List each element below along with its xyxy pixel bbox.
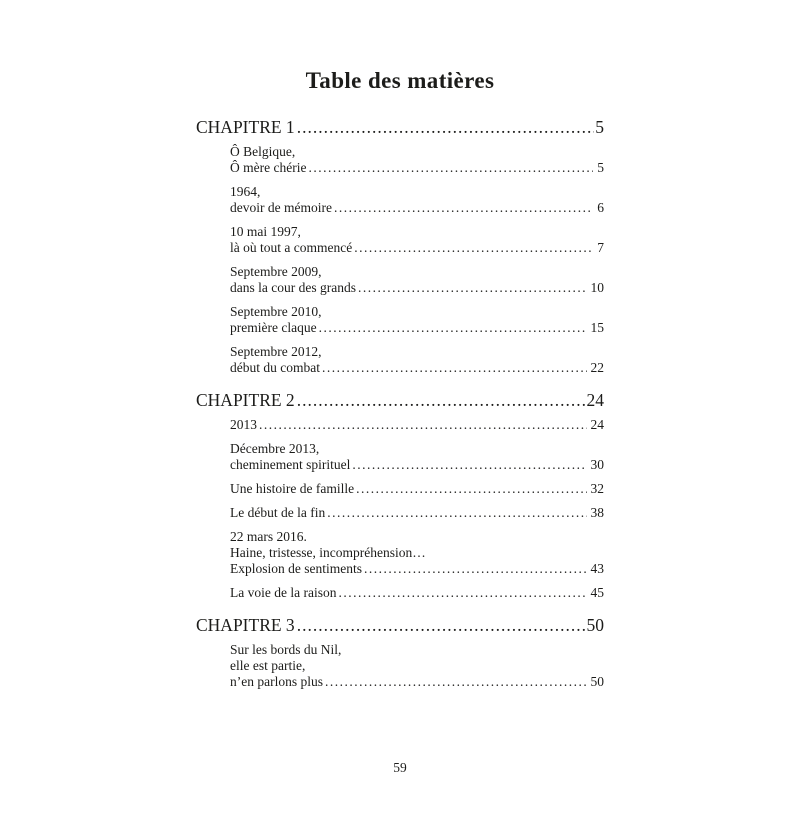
toc-entry-text: Septembre 2009,	[230, 264, 322, 280]
toc-entry-line	[230, 674, 604, 690]
page-title: Table des matières	[305, 68, 495, 94]
toc-entry-page: 32	[590, 481, 604, 497]
chapter-entries	[230, 642, 604, 690]
toc-entry-text: là où tout a commencé	[230, 240, 353, 256]
toc-chapter	[196, 389, 604, 601]
toc-entry	[230, 481, 604, 497]
toc-entry-line	[230, 642, 604, 658]
toc-entry-line	[230, 160, 604, 176]
dot-leader-icon	[322, 360, 587, 376]
toc-entry	[230, 184, 604, 216]
toc-entry-line	[230, 304, 604, 320]
toc	[196, 116, 604, 690]
dot-leader-icon	[308, 160, 593, 176]
dot-leader-icon	[352, 457, 586, 473]
toc-entry-text: Ô mère chérie	[230, 160, 307, 176]
toc-entry-line	[230, 561, 604, 577]
toc-entry-text: Explosion de sentiments	[230, 561, 362, 577]
toc-entry-line	[230, 441, 604, 457]
toc-entry-page: 45	[590, 585, 604, 601]
toc-entry-text: elle est partie,	[230, 658, 306, 674]
dot-leader-icon	[338, 585, 586, 601]
chapter-entries	[230, 417, 604, 601]
toc-entry-line	[230, 545, 604, 561]
dot-leader-icon	[325, 674, 587, 690]
toc-entry	[230, 144, 604, 176]
chapter-title: CHAPITRE 3	[196, 615, 295, 636]
toc-entry-page: 50	[590, 674, 604, 690]
dot-leader-icon	[297, 116, 595, 138]
toc-entry	[230, 304, 604, 336]
toc-entry-line	[230, 144, 604, 160]
toc-entry	[230, 224, 604, 256]
chapter-heading	[196, 389, 604, 411]
toc-entry	[230, 529, 604, 577]
chapter-heading	[196, 116, 604, 138]
dot-leader-icon	[297, 614, 586, 636]
toc-entry-text: Septembre 2012,	[230, 344, 322, 360]
dot-leader-icon	[259, 417, 587, 433]
toc-entry-text: Ô Belgique,	[230, 144, 296, 160]
toc-entry-line	[230, 529, 604, 545]
toc-entry-text: 22 mars 2016.	[230, 529, 307, 545]
toc-entry-line	[230, 280, 604, 296]
toc-entry-text: Le début de la fin	[230, 505, 326, 521]
dot-leader-icon	[354, 240, 593, 256]
toc-entry-text: début du combat	[230, 360, 320, 376]
toc-entry	[230, 344, 604, 376]
chapter-page-number: 5	[595, 117, 604, 138]
toc-entry-page: 24	[590, 417, 604, 433]
toc-entry	[230, 417, 604, 433]
toc-entry-line	[230, 240, 604, 256]
toc-entry-text: Septembre 2010,	[230, 304, 322, 320]
dot-leader-icon	[358, 280, 587, 296]
dot-leader-icon	[297, 389, 586, 411]
dot-leader-icon	[319, 320, 587, 336]
chapter-heading	[196, 614, 604, 636]
toc-entry	[230, 264, 604, 296]
toc-entry-page: 30	[590, 457, 604, 473]
toc-entry-line	[230, 360, 604, 376]
toc-entry-page: 38	[590, 505, 604, 521]
toc-entry-text: 10 mai 1997,	[230, 224, 301, 240]
dot-leader-icon	[334, 200, 593, 216]
toc-entry-text: dans la cour des grands	[230, 280, 356, 296]
toc-entry	[230, 585, 604, 601]
book-page	[0, 15, 800, 815]
dot-leader-icon	[356, 481, 586, 497]
toc-entry	[230, 642, 604, 690]
toc-entry-text: Haine, tristesse, incompréhension…	[230, 545, 426, 561]
chapter-title: CHAPITRE 2	[196, 390, 295, 411]
toc-entry-line	[230, 264, 604, 280]
toc-entry-line	[230, 658, 604, 674]
toc-entry-line	[230, 200, 604, 216]
toc-entry-text: Une histoire de famille	[230, 481, 355, 497]
toc-entry-text: première claque	[230, 320, 317, 336]
toc-entry-text: Sur les bords du Nil,	[230, 642, 342, 658]
toc-entry-page: 7	[597, 240, 604, 256]
toc-entry-line	[230, 344, 604, 360]
dot-leader-icon	[364, 561, 587, 577]
dot-leader-icon	[327, 505, 586, 521]
toc-entry-text: Décembre 2013,	[230, 441, 320, 457]
toc-entry-text: devoir de mémoire	[230, 200, 332, 216]
toc-chapter	[196, 116, 604, 376]
toc-entry-line	[230, 481, 604, 497]
chapter-page-number: 50	[586, 615, 604, 636]
toc-entry-page: 10	[590, 280, 604, 296]
toc-entry-text: La voie de la raison	[230, 585, 337, 601]
toc-entry-line	[230, 505, 604, 521]
toc-entry-page: 6	[597, 200, 604, 216]
toc-entry-line	[230, 320, 604, 336]
footer-page-number: 59	[393, 760, 407, 776]
chapter-page-number: 24	[586, 390, 604, 411]
toc-entry-page: 5	[597, 160, 604, 176]
toc-entry-page: 22	[590, 360, 604, 376]
toc-entry-line	[230, 457, 604, 473]
toc-entry	[230, 505, 604, 521]
chapter-entries	[230, 144, 604, 376]
toc-entry-line	[230, 184, 604, 200]
toc-entry-page: 43	[590, 561, 604, 577]
toc-entry	[230, 441, 604, 473]
toc-entry-line	[230, 585, 604, 601]
toc-entry-text: n’en parlons plus	[230, 674, 323, 690]
chapter-title: CHAPITRE 1	[196, 117, 295, 138]
toc-entry-line	[230, 417, 604, 433]
toc-entry-line	[230, 224, 604, 240]
toc-entry-page: 15	[590, 320, 604, 336]
toc-entry-text: cheminement spirituel	[230, 457, 351, 473]
toc-entry-text: 2013	[230, 417, 257, 433]
toc-chapter	[196, 614, 604, 690]
toc-entry-text: 1964,	[230, 184, 261, 200]
